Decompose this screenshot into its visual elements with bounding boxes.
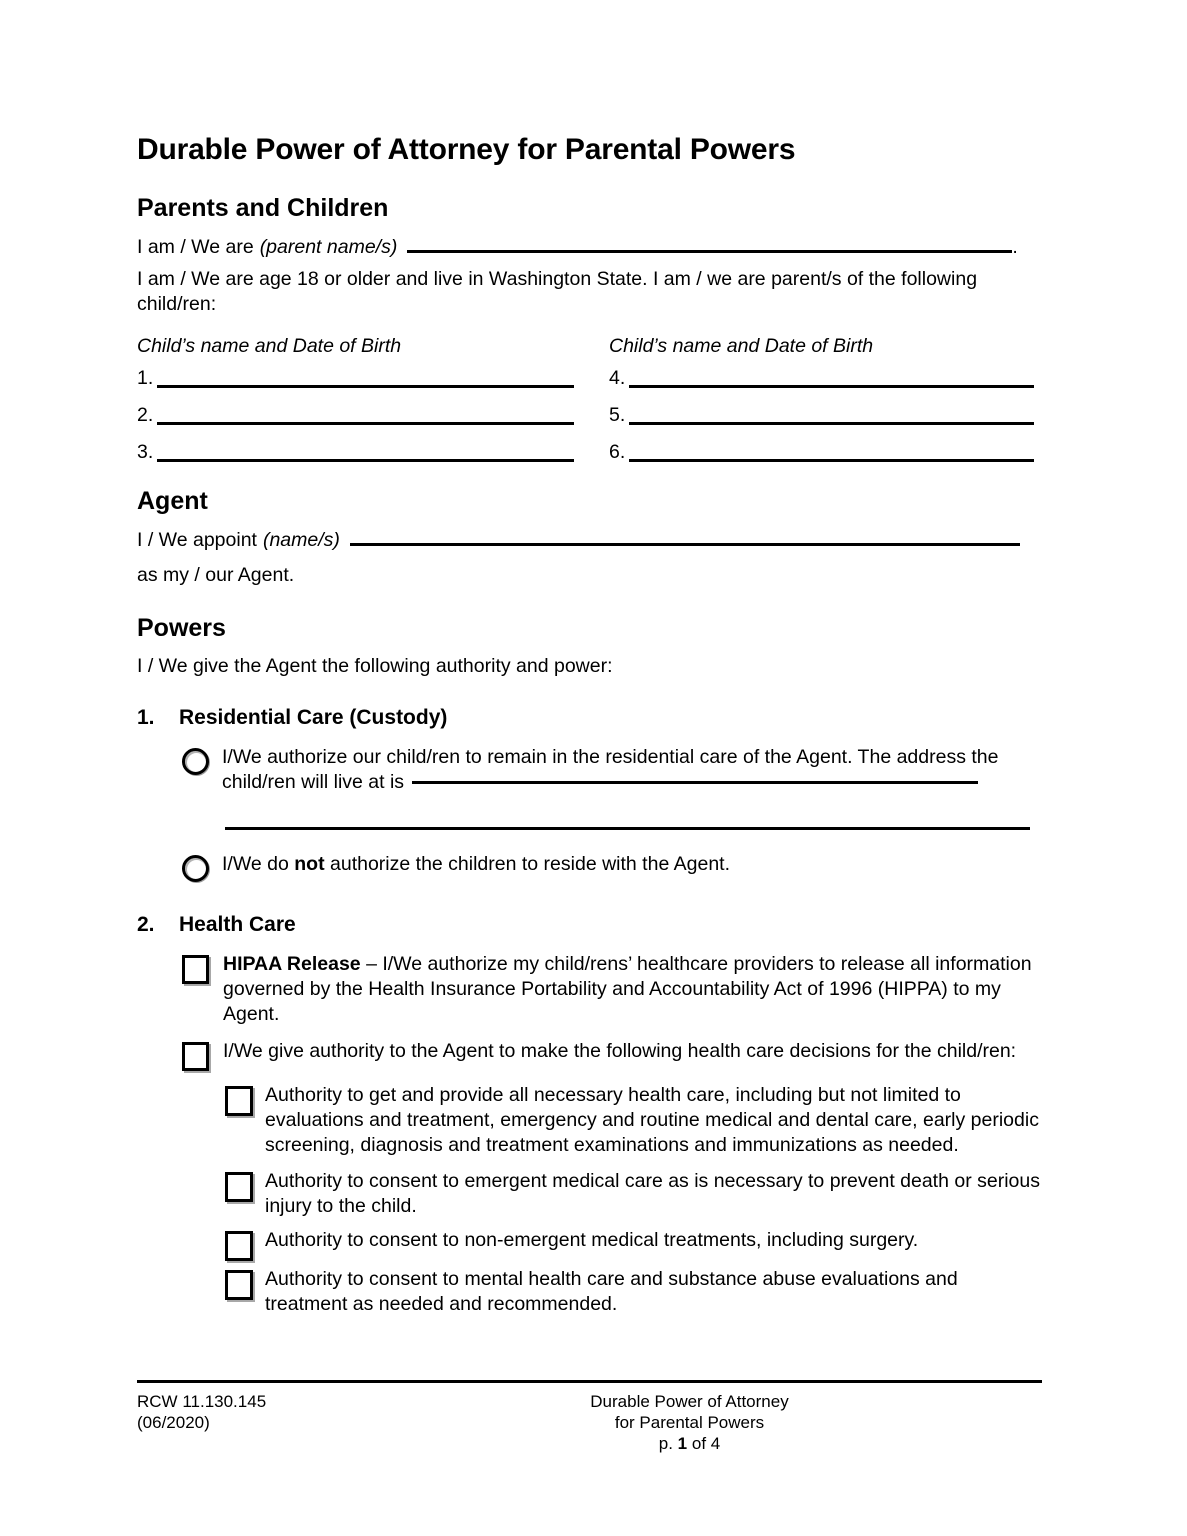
option-authority-emergent-care[interactable] xyxy=(225,1169,1042,1219)
option-hipaa-release-label xyxy=(223,952,1042,1027)
page-title: Durable Power of Attorney for Parental Powers xyxy=(137,133,796,166)
option-authority-necessary-health-care[interactable] xyxy=(225,1083,1042,1158)
hipaa-release-lead: HIPAA Release xyxy=(223,953,361,976)
child-entry-1 xyxy=(137,368,609,388)
parent-name-field-row xyxy=(137,235,1042,260)
power-1-options xyxy=(137,745,1042,882)
child-number-3: 3. xyxy=(137,440,154,463)
option-authority-mental-health-care-label: Authority to consent to mental health care and substance abuse evaluations and treatment as needed and recommended. xyxy=(265,1268,958,1316)
option-residential-care-deny[interactable] xyxy=(182,852,1042,882)
option-hipaa-release[interactable] xyxy=(182,952,1042,1027)
hipaa-release-body: – I/We authorize my child/rens’ healthcare providers to release all information governed by the Health Insurance Portability and Accountability Act of 1996 (HIPPA) to my Agent. xyxy=(223,953,1032,1026)
child-entry-3 xyxy=(137,442,609,462)
child-number-6: 6. xyxy=(609,440,626,463)
section-heading-parents-and-children: Parents and Children xyxy=(137,194,389,222)
section-heading-powers: Powers xyxy=(137,613,226,642)
option-text-body: I/We authorize our child/ren to remain in the residential care of the Agent. The address the child/ren will live at is xyxy=(222,746,999,794)
option-health-care-decisions[interactable] xyxy=(182,1039,1042,1071)
child-entry-5 xyxy=(609,405,1042,425)
option-authority-emergent-care-label: Authority to consent to emergent medical care as is necessary to prevent death or serious injury to the child. xyxy=(265,1170,1040,1218)
power-number-1: 1. xyxy=(137,706,155,730)
agent-appoint-label-italic: (name/s) xyxy=(262,528,340,551)
checkbox-icon[interactable] xyxy=(225,1172,253,1202)
child-input-rule-5[interactable] xyxy=(629,408,1034,425)
power-item-1-header xyxy=(137,705,1042,731)
child-input-rule-4[interactable] xyxy=(629,371,1034,388)
children-column-headers xyxy=(137,334,1042,359)
page-footer xyxy=(137,1380,1042,1454)
parent-name-input-rule[interactable] xyxy=(407,250,1012,253)
option-authority-non-emergent-care[interactable] xyxy=(225,1228,1042,1261)
option-authority-mental-health-care[interactable] xyxy=(225,1267,1042,1317)
agent-name-field-row xyxy=(137,528,1042,553)
footer-page-prefix: p. xyxy=(658,1434,678,1453)
child-number-5: 5. xyxy=(609,403,626,426)
footer-title-line1: Durable Power of Attorney xyxy=(590,1392,789,1411)
child-entry-6 xyxy=(609,442,1042,462)
document-content xyxy=(137,133,1042,1317)
children-row xyxy=(137,442,1042,462)
checkbox-icon[interactable] xyxy=(182,955,209,984)
option-text-part-3: authorize the children to reside with the Agent. xyxy=(324,853,731,876)
child-entry-4 xyxy=(609,368,1042,388)
checkbox-icon[interactable] xyxy=(225,1270,253,1300)
power-title-2: Health Care xyxy=(179,913,296,937)
children-col1-header: Child’s name and Date of Birth xyxy=(137,334,402,357)
power-item-2-header xyxy=(137,912,1042,938)
child-input-rule-3[interactable] xyxy=(157,445,574,462)
footer-left-block xyxy=(137,1391,497,1454)
child-entry-2 xyxy=(137,405,609,425)
option-residential-care-authorize[interactable] xyxy=(182,745,1042,795)
option-text-part-1: I/We do xyxy=(222,853,295,876)
footer-page-number: 1 xyxy=(677,1434,688,1453)
children-row xyxy=(137,405,1042,425)
footer-content xyxy=(137,1391,1042,1454)
address-input-rule-line2[interactable] xyxy=(225,827,1030,830)
parent-name-label-italic: (parent name/s) xyxy=(259,235,398,258)
footer-page-indicator xyxy=(497,1433,882,1454)
footer-rcw-citation: RCW 11.130.145 xyxy=(137,1392,267,1411)
footer-revision-date: (06/2020) xyxy=(137,1413,210,1432)
powers-intro-text: I / We give the Agent the following authority and power: xyxy=(137,655,613,678)
power-title-1: Residential Care (Custody) xyxy=(179,706,448,730)
parent-name-label-prefix: I am / We are xyxy=(137,235,254,258)
as-my-our-agent-text: as my / our Agent. xyxy=(137,563,295,586)
option-health-care-decisions-label: I/We give authority to the Agent to make the following health care decisions for the child/ren: xyxy=(223,1040,1017,1063)
child-number-1: 1. xyxy=(137,366,154,389)
option-authority-non-emergent-care-label: Authority to consent to non-emergent medical treatments, including surgery. xyxy=(265,1229,919,1252)
children-col2-header: Child’s name and Date of Birth xyxy=(609,334,874,357)
checkbox-icon[interactable] xyxy=(225,1086,253,1116)
child-number-2: 2. xyxy=(137,403,154,426)
address-input-rule[interactable] xyxy=(412,781,978,784)
option-authority-necessary-health-care-label: Authority to get and provide all necessary health care, including but not limited to evaluations and treatment, emergency and routine medical and dental care, early periodic screening, diagnosis and treatment examinations and immunizations as needed. xyxy=(265,1084,1039,1157)
radio-icon[interactable] xyxy=(182,855,209,882)
child-number-4: 4. xyxy=(609,366,626,389)
agent-appoint-label: I / We appoint xyxy=(137,528,257,551)
children-row xyxy=(137,368,1042,388)
section-heading-agent: Agent xyxy=(137,486,208,515)
footer-center-block xyxy=(497,1391,1042,1454)
checkbox-icon[interactable] xyxy=(225,1231,253,1261)
child-input-rule-1[interactable] xyxy=(157,371,574,388)
option-text-part-bold: not xyxy=(294,853,325,876)
option-residential-care-authorize-label xyxy=(222,745,1042,795)
child-input-rule-6[interactable] xyxy=(629,445,1034,462)
age-residency-statement: I am / We are age 18 or older and live in Washington State. I am / we are parent/s of the following child/ren: xyxy=(137,267,978,315)
parent-name-period: . xyxy=(1012,235,1018,258)
agent-name-input-rule[interactable] xyxy=(350,543,1020,546)
checkbox-icon[interactable] xyxy=(182,1042,209,1071)
footer-title-line2: for Parental Powers xyxy=(614,1413,765,1432)
power-2-options xyxy=(137,952,1042,1317)
child-input-rule-2[interactable] xyxy=(157,408,574,425)
option-residential-care-deny-label xyxy=(222,852,1042,882)
footer-divider xyxy=(137,1380,1042,1383)
children-grid xyxy=(137,368,1042,462)
radio-icon[interactable] xyxy=(182,748,209,775)
power-number-2: 2. xyxy=(137,913,155,937)
footer-page-suffix: of 4 xyxy=(687,1434,721,1453)
